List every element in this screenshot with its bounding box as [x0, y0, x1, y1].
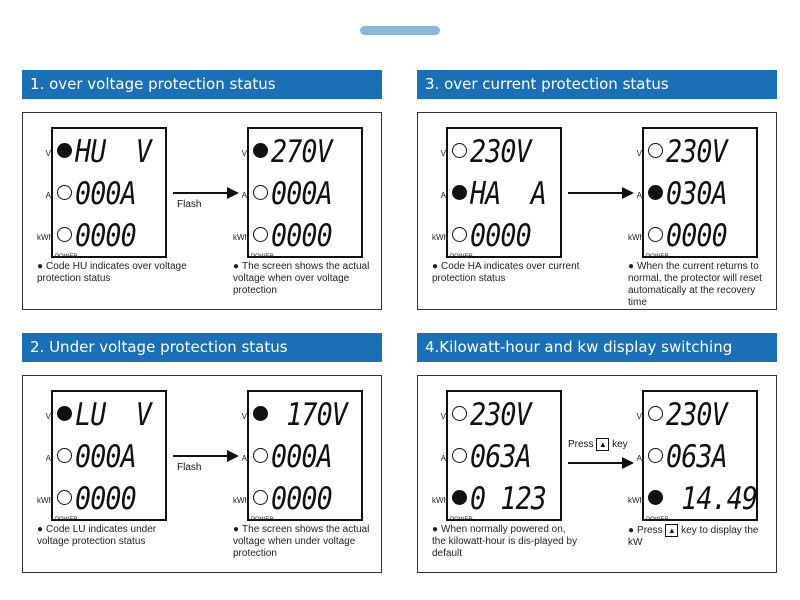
display-row — [636, 173, 760, 215]
segment-readout: 000A — [271, 439, 332, 475]
arrow-shaft — [568, 462, 624, 464]
bullet-icon: ● — [233, 524, 240, 535]
segment-readout: 0000 — [271, 481, 332, 517]
lcd-display-left — [37, 390, 167, 523]
row-unit-label: A — [636, 454, 642, 463]
display-row — [440, 394, 564, 436]
segment-readout: 230V — [666, 397, 727, 433]
lcd-display-right — [628, 127, 758, 260]
display-row — [233, 478, 365, 523]
segment-readout: 0000 — [75, 481, 136, 517]
display-row — [628, 215, 760, 260]
note-right — [233, 261, 379, 297]
power-label: POWER — [646, 254, 669, 260]
arrow-right-icon — [227, 187, 239, 199]
display-row — [241, 394, 365, 436]
indicator-off-icon — [57, 448, 72, 463]
note-text: When the current returns to normal, the protector will reset automatically at the recovery time — [628, 261, 762, 308]
indicator-off-icon — [253, 227, 268, 242]
segment-readout: 030A — [666, 176, 727, 212]
indicator-off-icon — [253, 185, 268, 200]
up-key-icon: ▲ — [665, 524, 678, 537]
lcd-display-right — [628, 390, 758, 523]
note-right — [628, 524, 774, 549]
lcd-display-right — [233, 127, 363, 260]
segment-readout: 0000 — [75, 218, 136, 254]
arrow-caption: Flash — [177, 462, 202, 473]
display-row — [432, 478, 564, 523]
display-row — [241, 436, 365, 478]
bullet-icon: ● — [628, 261, 635, 272]
indicator-on-icon — [57, 143, 72, 158]
transition-arrow — [568, 439, 634, 482]
bullet-icon: ● — [432, 524, 439, 535]
row-unit-label: kWh — [233, 233, 249, 242]
display-row — [37, 215, 169, 260]
display-row — [37, 478, 169, 523]
indicator-off-icon — [452, 448, 467, 463]
arrow-right-icon — [622, 457, 634, 469]
protection-section — [417, 333, 777, 573]
bullet-icon: ● — [628, 525, 635, 537]
section-panel — [417, 112, 777, 310]
row-unit-label: A — [45, 454, 51, 463]
segment-readout: HU V — [75, 134, 151, 170]
segment-readout: HA A — [470, 176, 546, 212]
segment-readout: 230V — [666, 134, 727, 170]
indicator-on-icon — [648, 490, 663, 505]
segment-readout: 063A — [666, 439, 727, 475]
segment-readout: 0000 — [666, 218, 727, 254]
section-panel — [417, 375, 777, 573]
note-left — [432, 261, 582, 285]
note-text-pre: Press — [637, 525, 663, 537]
indicator-off-icon — [57, 490, 72, 505]
indicator-off-icon — [452, 406, 467, 421]
row-unit-label: kWh — [432, 233, 448, 242]
row-unit-label: V — [636, 412, 642, 421]
display-row — [636, 131, 760, 173]
note-text: When normally powered on, the kilowatt-hour is dis-played by default — [432, 524, 578, 559]
display-row — [45, 394, 169, 436]
row-unit-label: A — [45, 191, 51, 200]
display-row — [241, 131, 365, 173]
section-panel — [22, 375, 382, 573]
top-decorative-bar — [360, 26, 440, 35]
section-title: 1. over voltage protection status — [22, 70, 382, 99]
lcd-display-left — [432, 390, 562, 523]
row-unit-label: V — [440, 412, 446, 421]
indicator-off-icon — [648, 448, 663, 463]
arrow-caption: Flash — [177, 199, 202, 210]
segment-readout: 0000 — [271, 218, 332, 254]
segment-readout: 170V — [271, 397, 347, 433]
power-label: POWER — [251, 254, 274, 260]
indicator-on-icon — [57, 406, 72, 421]
protection-section — [22, 70, 382, 310]
section-title: 2. Under voltage protection status — [22, 333, 382, 362]
arrow-shaft — [173, 455, 229, 457]
row-unit-label: V — [440, 149, 446, 158]
display-row — [636, 394, 760, 436]
transition-arrow — [173, 442, 239, 482]
row-unit-label: kWh — [628, 496, 644, 505]
note-left — [432, 524, 582, 560]
display-row — [440, 131, 564, 173]
display-row — [432, 215, 564, 260]
power-label: POWER — [646, 517, 669, 523]
power-label: POWER — [450, 517, 473, 523]
segment-readout: 000A — [271, 176, 332, 212]
row-unit-label: V — [241, 412, 247, 421]
arrow-caption-pre: Press — [568, 439, 594, 451]
indicator-off-icon — [648, 406, 663, 421]
indicator-off-icon — [648, 227, 663, 242]
section-panel — [22, 112, 382, 310]
arrow-caption — [568, 438, 628, 451]
arrow-right-icon — [227, 450, 239, 462]
indicator-off-icon — [452, 143, 467, 158]
row-unit-label: V — [45, 149, 51, 158]
power-label: POWER — [55, 517, 78, 523]
protection-section — [417, 70, 777, 310]
row-unit-label: kWh — [233, 496, 249, 505]
segment-readout: 0 123 — [470, 481, 546, 517]
section-title: 4.Kilowatt-hour and kw display switching — [417, 333, 777, 362]
note-text: Code LU indicates under voltage protection status — [37, 524, 157, 547]
arrow-caption-post: key — [612, 439, 628, 451]
note-right — [628, 261, 774, 309]
row-unit-label: A — [241, 191, 247, 200]
indicator-on-icon — [648, 185, 663, 200]
segment-readout: 063A — [470, 439, 531, 475]
power-label: POWER — [55, 254, 78, 260]
display-row — [45, 436, 169, 478]
bullet-icon: ● — [432, 261, 439, 272]
power-label: POWER — [251, 517, 274, 523]
indicator-off-icon — [57, 185, 72, 200]
arrow-shaft — [173, 192, 229, 194]
indicator-on-icon — [452, 490, 467, 505]
display-row — [440, 173, 564, 215]
segment-readout: LU V — [75, 397, 151, 433]
indicator-off-icon — [57, 227, 72, 242]
note-right — [233, 524, 379, 560]
row-unit-label: kWh — [37, 233, 53, 242]
row-unit-label: kWh — [628, 233, 644, 242]
display-row — [636, 436, 760, 478]
indicator-on-icon — [452, 185, 467, 200]
row-unit-label: kWh — [37, 496, 53, 505]
note-left — [37, 524, 187, 548]
note-left — [37, 261, 187, 285]
row-unit-label: V — [241, 149, 247, 158]
segment-readout: 270V — [271, 134, 332, 170]
bullet-icon: ● — [37, 261, 44, 272]
section-title: 3. over current protection status — [417, 70, 777, 99]
bullet-icon: ● — [233, 261, 240, 272]
display-row — [628, 478, 760, 523]
display-row — [45, 173, 169, 215]
segment-readout: 230V — [470, 397, 531, 433]
row-unit-label: A — [440, 191, 446, 200]
lcd-display-left — [432, 127, 562, 260]
row-unit-label: A — [241, 454, 247, 463]
indicator-on-icon — [253, 143, 268, 158]
display-row — [45, 131, 169, 173]
lcd-display-right — [233, 390, 363, 523]
indicator-on-icon — [253, 406, 268, 421]
indicator-off-icon — [452, 227, 467, 242]
lcd-display-left — [37, 127, 167, 260]
note-text: Code HA indicates over current protection status — [432, 261, 580, 284]
row-unit-label: V — [45, 412, 51, 421]
arrow-shaft — [568, 192, 624, 194]
up-key-icon: ▲ — [596, 438, 609, 451]
bullet-icon: ● — [37, 524, 44, 535]
display-row — [440, 436, 564, 478]
display-row — [233, 215, 365, 260]
row-unit-label: A — [440, 454, 446, 463]
indicator-off-icon — [253, 490, 268, 505]
row-unit-label: V — [636, 149, 642, 158]
protection-section — [22, 333, 382, 573]
note-text-post: key to display the kW — [628, 525, 759, 549]
note-text: Code HU indicates over voltage protection status — [37, 261, 187, 284]
note-text: The screen shows the actual voltage when under voltage protection — [233, 524, 370, 559]
segment-readout: 230V — [470, 134, 531, 170]
transition-arrow — [568, 179, 634, 219]
indicator-off-icon — [648, 143, 663, 158]
row-unit-label: A — [636, 191, 642, 200]
segment-readout: 000A — [75, 439, 136, 475]
display-row — [241, 173, 365, 215]
segment-readout: 0000 — [470, 218, 531, 254]
segment-readout: 14.49 — [666, 481, 758, 517]
row-unit-label: kWh — [432, 496, 448, 505]
indicator-off-icon — [253, 448, 268, 463]
power-label: POWER — [450, 254, 473, 260]
transition-arrow — [173, 179, 239, 219]
note-text: The screen shows the actual voltage when over voltage protection — [233, 261, 370, 296]
arrow-right-icon — [622, 187, 634, 199]
segment-readout: 000A — [75, 176, 136, 212]
